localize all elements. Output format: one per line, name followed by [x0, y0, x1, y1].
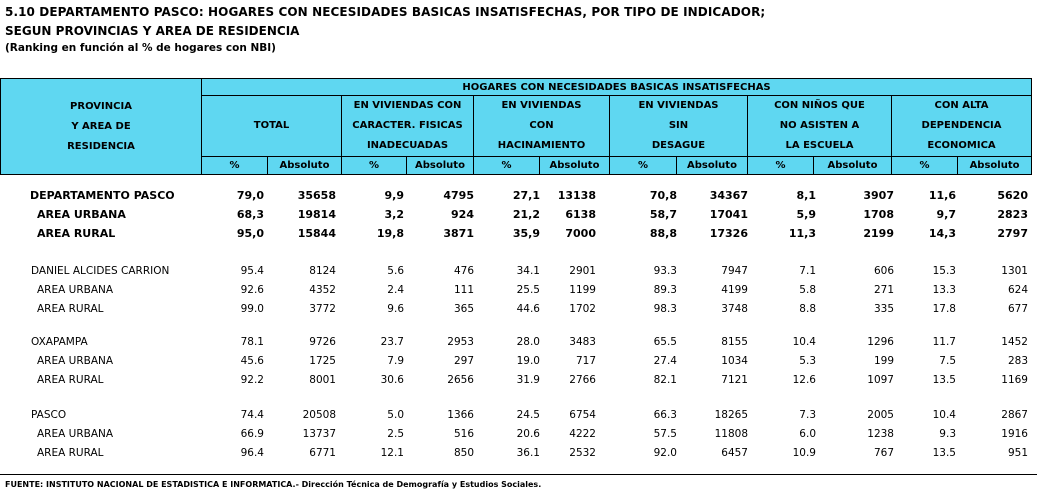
cell-percent: 5.0 — [387, 409, 404, 421]
cell-percent: 7.1 — [799, 265, 816, 277]
cell-absolute: 4222 — [569, 428, 596, 440]
header-col-line: DESAGUE — [651, 140, 706, 151]
cell-absolute: 2532 — [569, 447, 596, 459]
cell-percent: 13.3 — [932, 284, 956, 296]
cell-absolute: 624 — [1007, 284, 1028, 296]
header-col-line: SIN — [668, 120, 689, 131]
header-col-line: LA ESCUELA — [785, 140, 854, 151]
row-label: PASCO — [31, 409, 67, 421]
cell-percent: 34.1 — [516, 265, 540, 277]
cell-absolute: 767 — [873, 447, 894, 459]
cell-absolute: 924 — [451, 208, 474, 221]
cell-absolute: 13737 — [302, 428, 336, 440]
cell-percent: 95,0 — [236, 227, 264, 240]
row-label: AREA RURAL — [37, 303, 104, 315]
cell-absolute: 4352 — [309, 284, 336, 296]
header-col-line: CON NIÑOS QUE — [774, 100, 865, 111]
cell-percent: 66.9 — [240, 428, 264, 440]
cell-absolute: 2797 — [997, 227, 1028, 240]
cell-percent: 12.1 — [380, 447, 404, 459]
cell-percent: 13.5 — [932, 374, 956, 386]
cell-absolute: 1702 — [569, 303, 596, 315]
header-col-hacinamiento — [474, 96, 610, 157]
cell-absolute: 18265 — [714, 409, 748, 421]
cell-percent: 35,9 — [512, 227, 540, 240]
header-pct: % — [892, 157, 958, 175]
cell-percent: 92.2 — [240, 374, 264, 386]
cell-absolute: 283 — [1007, 355, 1028, 367]
table-row — [0, 444, 1031, 463]
cell-absolute: 677 — [1007, 303, 1028, 315]
header-col-total — [202, 96, 342, 157]
cell-percent: 88,8 — [649, 227, 677, 240]
cell-percent: 3,2 — [384, 208, 404, 221]
cell-percent: 96.4 — [240, 447, 264, 459]
cell-absolute: 2005 — [867, 409, 894, 421]
header-pct: % — [342, 157, 407, 175]
cell-percent: 9.3 — [939, 428, 956, 440]
cell-percent: 66.3 — [653, 409, 677, 421]
cell-absolute: 1199 — [569, 284, 596, 296]
cell-absolute: 2867 — [1001, 409, 1028, 421]
cell-absolute: 5620 — [997, 189, 1028, 202]
cell-absolute: 6754 — [569, 409, 596, 421]
cell-absolute: 1916 — [1001, 428, 1028, 440]
row-label: OXAPAMPA — [31, 336, 88, 348]
cell-absolute: 11808 — [714, 428, 748, 440]
cell-absolute: 4795 — [443, 189, 474, 202]
header-col-line: CON ALTA — [934, 100, 989, 111]
cell-percent: 2.4 — [387, 284, 404, 296]
cell-absolute: 1725 — [309, 355, 336, 367]
row-label: DEPARTAMENTO PASCO — [30, 189, 175, 202]
cell-absolute: 3483 — [569, 336, 596, 348]
cell-absolute: 19814 — [297, 208, 336, 221]
header-pct: % — [748, 157, 814, 175]
cell-absolute: 15844 — [297, 227, 336, 240]
row-label: AREA URBANA — [37, 208, 126, 221]
cell-absolute: 2199 — [863, 227, 894, 240]
header-col-line: EN VIVIENDAS — [638, 100, 719, 111]
cell-absolute: 606 — [873, 265, 894, 277]
cell-percent: 5,9 — [796, 208, 816, 221]
cell-absolute: 1169 — [1001, 374, 1028, 386]
row-label: AREA RURAL — [37, 227, 116, 240]
cell-absolute: 2823 — [997, 208, 1028, 221]
table-row — [0, 333, 1031, 352]
header-abs: Absoluto — [958, 157, 1032, 175]
cell-absolute: 20508 — [302, 409, 336, 421]
header-col-line: NO ASISTEN A — [779, 120, 860, 131]
cell-percent: 79,0 — [236, 189, 264, 202]
header-col-line: CARACTER. FISICAS — [352, 120, 463, 131]
cell-absolute: 35658 — [297, 189, 336, 202]
cell-absolute: 7947 — [721, 265, 748, 277]
cell-percent: 27,1 — [512, 189, 540, 202]
cell-absolute: 17326 — [709, 227, 748, 240]
cell-absolute: 2766 — [569, 374, 596, 386]
header-row-label — [1, 79, 202, 175]
cell-absolute: 365 — [453, 303, 474, 315]
cell-percent: 36.1 — [516, 447, 540, 459]
cell-absolute: 717 — [575, 355, 596, 367]
row-label: AREA RURAL — [37, 447, 104, 459]
header-row-label-line: RESIDENCIA — [67, 140, 135, 152]
cell-absolute: 34367 — [709, 189, 748, 202]
cell-percent: 6.0 — [799, 428, 816, 440]
cell-percent: 99.0 — [240, 303, 264, 315]
cell-percent: 93.3 — [653, 265, 677, 277]
cell-percent: 98.3 — [653, 303, 677, 315]
report-title: 5.10 DEPARTAMENTO PASCO: HOGARES CON NECESIDADES BASICAS INSATISFECHAS, POR TIPO DE INDICADOR; — [5, 5, 766, 19]
header-pct: % — [474, 157, 540, 175]
cell-percent: 7.5 — [939, 355, 956, 367]
cell-absolute: 3871 — [443, 227, 474, 240]
cell-absolute: 6457 — [721, 447, 748, 459]
header-abs: Absoluto — [268, 157, 342, 175]
table-header — [0, 78, 1032, 175]
cell-percent: 10.4 — [792, 336, 816, 348]
row-label: AREA URBANA — [37, 284, 114, 296]
table-row — [0, 224, 1031, 243]
cell-absolute: 1238 — [867, 428, 894, 440]
table-row — [0, 281, 1031, 300]
cell-absolute: 17041 — [709, 208, 748, 221]
header-abs: Absoluto — [677, 157, 748, 175]
table-row — [0, 205, 1031, 224]
cell-absolute: 951 — [1007, 447, 1028, 459]
header-pct: % — [202, 157, 268, 175]
cell-percent: 78.1 — [240, 336, 264, 348]
cell-percent: 27.4 — [653, 355, 677, 367]
source-note: FUENTE: INSTITUTO NACIONAL DE ESTADISTICA E INFORMATICA.- Dirección Técnica de Demografía y Estudios Sociales. — [5, 480, 542, 489]
header-col-desague — [610, 96, 748, 157]
header-col-line: INADECUADAS — [366, 140, 449, 151]
cell-percent: 92.6 — [240, 284, 264, 296]
divider — [0, 474, 1037, 475]
cell-absolute: 6138 — [565, 208, 596, 221]
cell-percent: 5.6 — [387, 265, 404, 277]
cell-percent: 82.1 — [653, 374, 677, 386]
cell-absolute: 2953 — [447, 336, 474, 348]
cell-percent: 17.8 — [932, 303, 956, 315]
cell-absolute: 1366 — [447, 409, 474, 421]
cell-absolute: 3748 — [721, 303, 748, 315]
cell-absolute: 271 — [873, 284, 894, 296]
cell-percent: 23.7 — [380, 336, 404, 348]
table-row — [0, 352, 1031, 371]
cell-percent: 5.3 — [799, 355, 816, 367]
cell-absolute: 1708 — [863, 208, 894, 221]
cell-percent: 28.0 — [516, 336, 540, 348]
header-col-escuela — [748, 96, 892, 157]
cell-absolute: 1034 — [721, 355, 748, 367]
table-row — [0, 371, 1031, 390]
header-col-line: TOTAL — [253, 120, 290, 131]
cell-percent: 9,7 — [936, 208, 956, 221]
cell-absolute: 3772 — [309, 303, 336, 315]
cell-percent: 68,3 — [236, 208, 264, 221]
cell-percent: 5.8 — [799, 284, 816, 296]
cell-absolute: 7121 — [721, 374, 748, 386]
header-abs: Absoluto — [407, 157, 474, 175]
cell-absolute: 476 — [453, 265, 474, 277]
cell-percent: 14,3 — [928, 227, 956, 240]
table-row — [0, 186, 1031, 205]
cell-absolute: 2656 — [447, 374, 474, 386]
cell-absolute: 111 — [453, 284, 474, 296]
cell-percent: 11,6 — [928, 189, 956, 202]
cell-percent: 20.6 — [516, 428, 540, 440]
header-row-label-line: Y AREA DE — [71, 120, 131, 132]
cell-absolute: 1301 — [1001, 265, 1028, 277]
cell-absolute: 8001 — [309, 374, 336, 386]
cell-percent: 89.3 — [653, 284, 677, 296]
cell-percent: 9,9 — [384, 189, 404, 202]
header-group: HOGARES CON NECESIDADES BASICAS INSATISFECHAS — [202, 79, 1032, 96]
cell-percent: 2.5 — [387, 428, 404, 440]
cell-percent: 45.6 — [240, 355, 264, 367]
cell-absolute: 8124 — [309, 265, 336, 277]
table-row — [0, 425, 1031, 444]
report-note: (Ranking en función al % de hogares con NBI) — [5, 42, 276, 54]
cell-percent: 24.5 — [516, 409, 540, 421]
header-col-line: DEPENDENCIA — [921, 120, 1002, 131]
header-pct: % — [610, 157, 677, 175]
cell-absolute: 13138 — [557, 189, 596, 202]
report-title-block — [5, 3, 765, 56]
cell-percent: 92.0 — [653, 447, 677, 459]
header-row-label-line: PROVINCIA — [70, 100, 132, 112]
cell-absolute: 199 — [873, 355, 894, 367]
cell-percent: 74.4 — [240, 409, 264, 421]
table-row — [0, 406, 1031, 425]
table-row — [0, 300, 1031, 319]
cell-percent: 13.5 — [932, 447, 956, 459]
cell-percent: 65.5 — [653, 336, 677, 348]
row-label: AREA RURAL — [37, 374, 104, 386]
cell-absolute: 1452 — [1001, 336, 1028, 348]
cell-percent: 7.9 — [387, 355, 404, 367]
header-abs: Absoluto — [540, 157, 610, 175]
cell-percent: 19.0 — [516, 355, 540, 367]
cell-percent: 44.6 — [516, 303, 540, 315]
report-subtitle: SEGUN PROVINCIAS Y AREA DE RESIDENCIA — [5, 24, 300, 38]
cell-percent: 10.9 — [792, 447, 816, 459]
cell-percent: 95.4 — [240, 265, 264, 277]
cell-absolute: 4199 — [721, 284, 748, 296]
header-col-line: HACINAMIENTO — [497, 140, 586, 151]
cell-percent: 8.8 — [799, 303, 816, 315]
cell-absolute: 9726 — [309, 336, 336, 348]
cell-percent: 19,8 — [376, 227, 404, 240]
cell-percent: 11.7 — [932, 336, 956, 348]
table-row — [0, 262, 1031, 281]
cell-percent: 11,3 — [788, 227, 816, 240]
cell-absolute: 850 — [453, 447, 474, 459]
cell-percent: 15.3 — [932, 265, 956, 277]
cell-absolute: 1296 — [867, 336, 894, 348]
cell-percent: 57.5 — [653, 428, 677, 440]
cell-percent: 25.5 — [516, 284, 540, 296]
cell-percent: 30.6 — [380, 374, 404, 386]
cell-percent: 58,7 — [649, 208, 677, 221]
header-abs: Absoluto — [814, 157, 892, 175]
header-col-line: EN VIVIENDAS CON — [353, 100, 462, 111]
cell-absolute: 516 — [453, 428, 474, 440]
cell-absolute: 7000 — [565, 227, 596, 240]
cell-percent: 31.9 — [516, 374, 540, 386]
cell-percent: 12.6 — [792, 374, 816, 386]
cell-absolute: 8155 — [721, 336, 748, 348]
cell-absolute: 6771 — [309, 447, 336, 459]
cell-percent: 70,8 — [649, 189, 677, 202]
header-col-caracter — [342, 96, 474, 157]
cell-percent: 9.6 — [387, 303, 404, 315]
header-col-line: ECONOMICA — [927, 140, 996, 151]
header-col-line: CON — [529, 120, 554, 131]
cell-percent: 21,2 — [512, 208, 540, 221]
cell-absolute: 3907 — [863, 189, 894, 202]
cell-absolute: 1097 — [867, 374, 894, 386]
cell-percent: 10.4 — [932, 409, 956, 421]
header-col-dependencia — [892, 96, 1032, 157]
cell-percent: 8,1 — [796, 189, 816, 202]
cell-percent: 7.3 — [799, 409, 816, 421]
row-label: DANIEL ALCIDES CARRION — [31, 265, 170, 277]
cell-absolute: 2901 — [569, 265, 596, 277]
cell-absolute: 335 — [873, 303, 894, 315]
row-label: AREA URBANA — [37, 355, 114, 367]
cell-absolute: 297 — [453, 355, 474, 367]
row-label: AREA URBANA — [37, 428, 114, 440]
header-col-line: EN VIVIENDAS — [501, 100, 582, 111]
